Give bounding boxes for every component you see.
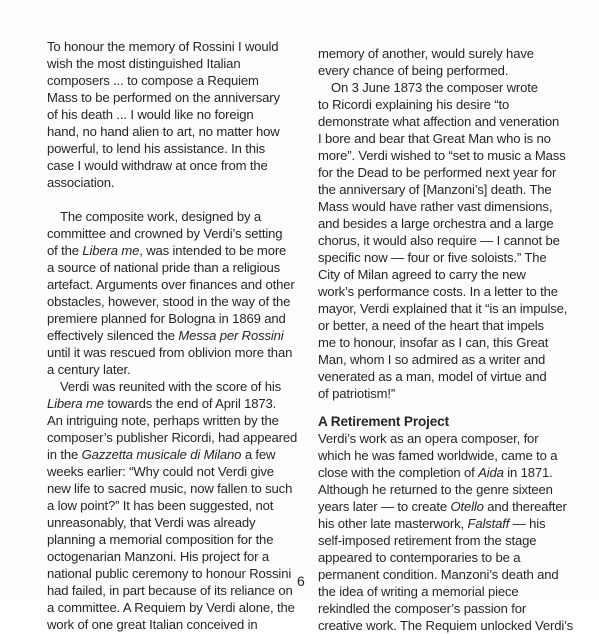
paragraph-gap	[47, 191, 304, 208]
text-line: a committee. A Requiem by Verdi alone, the	[47, 600, 295, 615]
text-run: , was intended to be more	[139, 243, 287, 258]
text-run: of the	[47, 243, 83, 258]
text-line: work’s performance costs. In a letter to the	[318, 284, 558, 299]
left-column	[47, 38, 304, 633]
work-title: Libera me	[47, 396, 104, 411]
work-title: Otello	[450, 499, 484, 514]
text-run: — his	[509, 516, 546, 531]
publication-title: Gazzetta musicale di Milano	[81, 447, 242, 462]
text-line: a century later.	[47, 362, 131, 377]
text-line: appeared to contemporaries to be a	[318, 550, 521, 565]
text-run: towards the end of April 1873.	[103, 396, 277, 411]
text-line: the anniversary of [Manzoni’s] death. The	[318, 182, 552, 197]
work-title: Aida	[478, 465, 504, 480]
paragraph-composite-work	[47, 208, 304, 378]
text-line: Verdi was reunited with the score of his	[60, 379, 282, 394]
text-line: obstacles, however, stood in the way of the	[47, 294, 291, 309]
text-line: to Ricordi explaining his desire “to	[318, 97, 510, 112]
paragraph-continuation	[318, 45, 588, 79]
text-line: every chance of being performed.	[318, 63, 509, 78]
text-run: in 1871.	[503, 465, 553, 480]
text-line: The composite work, designed by a	[60, 209, 262, 224]
text-line	[47, 395, 304, 412]
work-title: Messa per Rossini	[178, 328, 284, 343]
text-line: the idea of writing a memorial piece	[318, 584, 519, 599]
text-line: chorus, it would also require — I cannot be	[318, 233, 560, 248]
text-line: planning a memorial composition for the	[47, 532, 274, 547]
text-line: composers ... to compose a Requiem	[47, 73, 259, 88]
text-line: a source of national pride than a religious	[47, 260, 281, 275]
work-title: Libera me	[82, 243, 140, 258]
text-line: creative work. The Requiem unlocked Verdi’s	[318, 618, 574, 633]
paragraph-retirement	[318, 430, 588, 634]
text-line: Mass to be performed on the anniversary	[47, 90, 280, 105]
text-line: unreasonably, that Verdi was already	[47, 515, 256, 530]
text-line: until it was rescued from oblivion more than	[47, 345, 293, 360]
text-line	[318, 515, 588, 532]
text-line: a low point?” It has been suggested, not	[47, 498, 274, 513]
text-run: close with the completion of	[318, 465, 479, 480]
text-line	[47, 446, 304, 463]
text-line: permanent condition. Manzoni’s death and	[318, 567, 559, 582]
text-line: mayor, Verdi explained that it “is an impulse,	[318, 301, 568, 316]
text-line: Verdi’s work as an opera composer, for	[318, 431, 539, 446]
text-line: of patriotism!”	[318, 386, 396, 401]
text-line: On 3 June 1873 the composer wrote	[331, 80, 538, 95]
text-run: years later — to create	[318, 499, 451, 514]
text-line: An intriguing note, perhaps written by the	[47, 413, 279, 428]
text-line: demonstrate what affection and veneration	[318, 114, 560, 129]
work-title: Falstaff	[467, 516, 510, 531]
text-line: committee and crowned by Verdi’s setting	[47, 226, 283, 241]
text-run: his other late masterwork,	[318, 516, 468, 531]
text-line: Man, whom I so admired as a writer and	[318, 352, 546, 367]
text-line: wish the most distinguished Italian	[47, 56, 241, 71]
text-line: for the Dead to be performed next year for	[318, 165, 557, 180]
text-line: hand, no hand alien to art, no matter how	[47, 124, 280, 139]
text-run: effectively silenced the	[47, 328, 179, 343]
text-run: a few	[241, 447, 276, 462]
text-line: rekindled the composer’s passion for	[318, 601, 527, 616]
text-line	[47, 242, 304, 259]
text-line: new life to sacred music, now fallen to such	[47, 481, 293, 496]
text-run: in the	[47, 447, 82, 462]
text-line: me to honour, insofar as I can, this Great	[318, 335, 549, 350]
paragraph-ricordi-letter	[318, 79, 588, 402]
text-line: had failed, in part because of its reliance on	[47, 583, 293, 598]
text-line: premiere planned for Bologna in 1869 and	[47, 311, 286, 326]
page-number: 6	[297, 573, 305, 589]
text-line: more”. Verdi wished to “set to music a Mass	[318, 148, 566, 163]
text-line: which he was famed worldwide, came to a	[318, 448, 558, 463]
text-line: Although he returned to the genre sixteen	[318, 482, 553, 497]
text-line	[47, 327, 304, 344]
right-column	[318, 45, 588, 634]
text-line: venerated as a man, model of virtue and	[318, 369, 547, 384]
text-line: and besides a large orchestra and a large	[318, 216, 554, 231]
text-line: association.	[47, 175, 115, 190]
text-line	[318, 464, 588, 481]
text-line: case I would withdraw at once from the	[47, 158, 268, 173]
text-line: work of one great Italian conceived in	[47, 617, 258, 632]
paragraph-libera-me	[47, 378, 304, 633]
text-line: memory of another, would surely have	[318, 46, 534, 61]
section-heading: A Retirement Project	[318, 414, 449, 429]
text-line: Mass would have rather vast dimensions,	[318, 199, 553, 214]
text-line: I bore and bear that Great Man who is no	[318, 131, 551, 146]
text-line: composer’s publisher Ricordi, had appeared	[47, 430, 298, 445]
text-line: powerful, to lend his assistance. In this	[47, 141, 266, 156]
text-line: or better, a need of the heart that impels	[318, 318, 544, 333]
text-line: weeks earlier: “Why could not Verdi give	[47, 464, 274, 479]
text-line: octogenarian Manzoni. His project for a	[47, 549, 269, 564]
text-line: artefact. Arguments over finances and other	[47, 277, 295, 292]
text-line: self-imposed retirement from the stage	[318, 533, 537, 548]
text-line: City of Milan agreed to carry the new	[318, 267, 526, 282]
text-line: specific now — four or five soloists.” The	[318, 250, 547, 265]
rossini-quote	[47, 38, 304, 191]
text-run: and thereafter	[483, 499, 567, 514]
text-line	[318, 498, 588, 515]
text-line: of his death ... I would like no foreign	[47, 107, 254, 122]
text-line: national public ceremony to honour Rossini	[47, 566, 292, 581]
text-line: To honour the memory of Rossini I would	[47, 39, 279, 54]
